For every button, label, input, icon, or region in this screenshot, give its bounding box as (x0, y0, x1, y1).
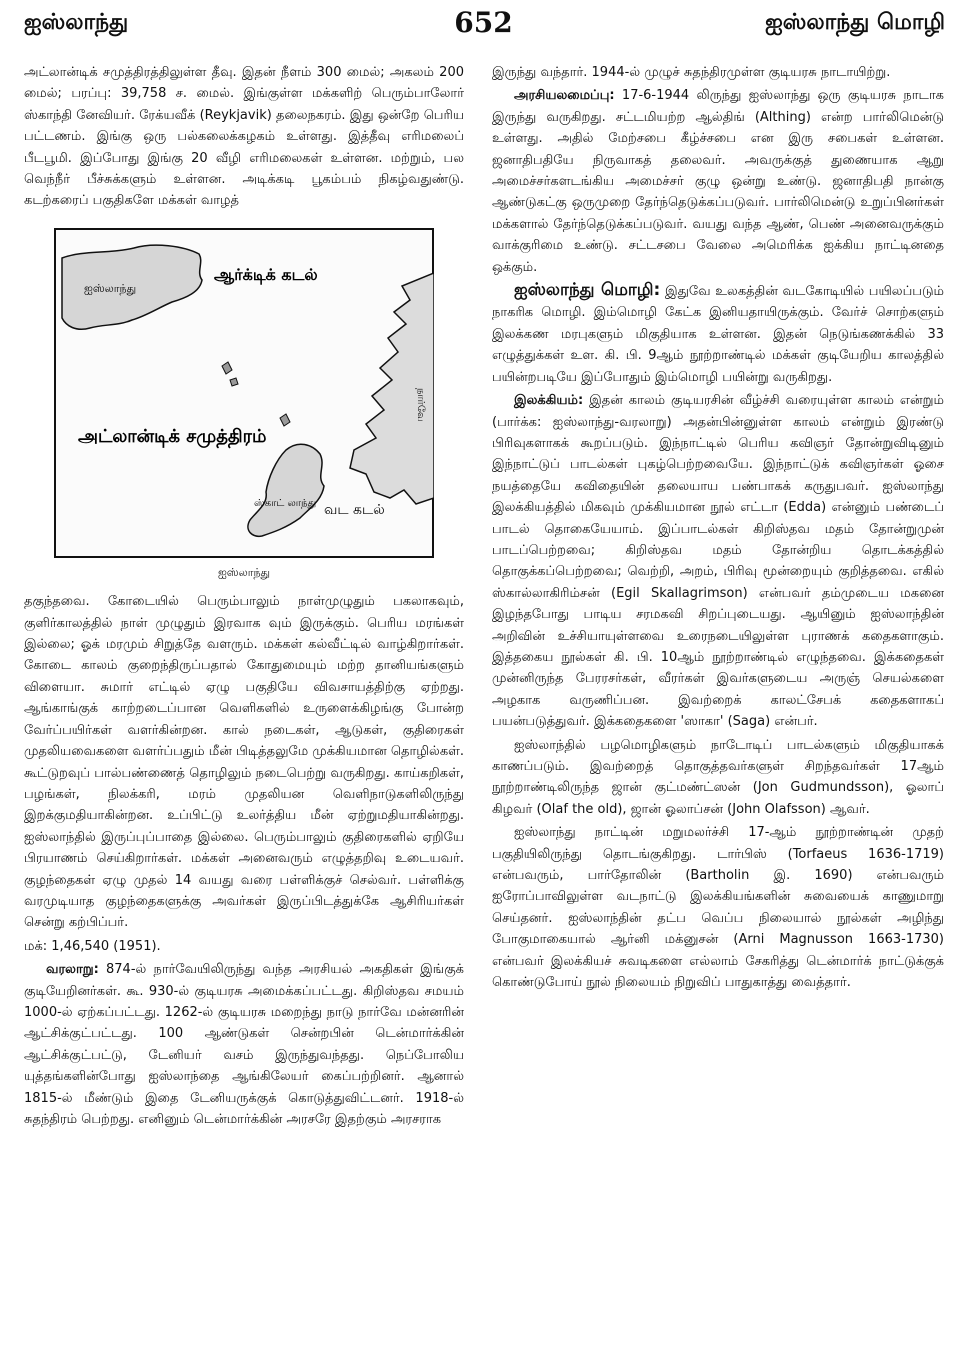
left-column (24, 62, 464, 1132)
map-figure (54, 228, 434, 558)
running-head-right: ஐஸ்லாந்து மொழி (765, 10, 945, 35)
map-caption: ஐஸ்லாந்து (217, 565, 271, 579)
page-header (0, 0, 967, 56)
arctic-sea-label: ஆர்க்டிக் கடல் (214, 264, 318, 284)
iceland-map (54, 228, 434, 558)
running-head-left: ஐஸ்லாந்து (24, 10, 129, 35)
atlantic-ocean-label: அட்லான்டிக் சமுத்திரம் (78, 425, 267, 447)
iceland-label: ஐஸ்லாந்து (84, 281, 137, 295)
climate-economy-paragraph: தகுந்தவை. கோடையில் பெரும்பாலும் நாள்முழுதும் பகலாகவும், குளிர்காலத்தில் நாள் முழுதும் இரவாக வும் இருக்கும். பெரிய மரங்கள் இல்லை; ஓக் மரமும் சிறுத்தே வளரும். மக்கள் கல்வீட்டில் வாழ்கிறார்கள். கோடை காலம் குறைந்திருப்பதால் கோதுமையும் மற்ற தானியங்களும் விளையா. சுமார் எட்டில் ஏழு பகுதியே விவசாயத்திற்கு ஏற்றது. ஆங்காங்குக் காற்றடைப்பான வெளிகளில் உருளைக்கிழங்கு போன்ற வேர்ப்பயிர்கள் வளர்கின்றன. கால் நடைகள், ஆடுகள், குதிரைகள் முதலியவைகளை வளர்ப்பதும் மீன் பிடித்தலுமே முக்கியமான தொழில்கள். கூட்டுறவுப் பால்பண்ணைத் தொழிலும் நடைபெற்று வருகிறது. காய்கறிகள், பழங்கள், நிலக்கரி, மரம் முதலியன வெளிநாடுகளிலிருந்து இறக்குமதியாகின்றன. உப்பிட்டு உலர்த்திய மீன் ஏற்றுமதியாகின்றது. ஐஸ்லாந்தில் இருப்புப்பாதை இல்லை. பெரும்பாலும் குதிரைகளில் ஏறியே பிரயாணம் செய்கிறார்கள். மக்கள் அனைவரும் எழுத்தறிவு உடையவர். குழந்தைகள் ஏழு முதல் 14 வயது வரை பள்ளிக்குச் செல்வர். பள்ளிக்கு வரமுடியாத குழந்தைகளுக்கு அவர்கள் இருப்பிடத்துக்கே ஆசிரியர்கள் சென்று கற்பிப்பர். (24, 594, 464, 931)
constitution-text: 17-6-1944 லிருந்து ஐஸ்லாந்து ஒரு குடியரசு நாடாக இருந்து வருகிறது. சட்டமியற்ற ஆல்திங் (Althing) என்ற பார்லிமென்டு உள்ளது. அதில் மேற்சபை கீழ்ச்சபை என இரு சபைகள் உள்ளன. ஜனாதிபதியே நிருவாகத் தலைவர். அவருக்குத் துணையாக ஆறு அமைச்சர்களடங்கிய அமைச்சர் குழு ஒன்று உண்டு. ஜனாதிபதி நான்கு ஆண்டுகட்கு ஒருமுறை தேர்ந்தெடுக்கப்படுவர். பார்லிமென்டு உறுப்பினர்கள் மக்களால் தேர்ந்தெடுக்கப்படுவர். வயது வந்த ஆண், பெண் அனைவருக்கும் வாக்குரிமை உண்டு. சட்டசபை வேலை அமெரிக்க ஐக்கிய நாட்டினதை ஒக்கும். (492, 88, 944, 275)
history-text: 874-ல் நார்வேயிலிருந்து வந்த அரசியல் அகதிகள் இங்குக் குடியேறினர்கள். கூ. 930-ல் குடியரசு அமைக்கப்பட்டது. கிறிஸ்தவ சமயம் 1000-ல் ஏற்கப்பட்டது. 1262-ல் குடியரசு மறைந்து நாடு நார்வே மன்னரின் ஆட்சிக்குட்பட்டது. 100 ஆண்டுகள் சென்றபின் டென்மார்க்கின் ஆட்சிக்குட்பட்டு, டேனியர் வசம் இருந்துவந்தது. நெப்போலிய யுத்தங்களின்போது ஐஸ்லாந்தை ஆங்கிலேயர் கைப்பற்றினர். ஆனால் 1815-ல் மீண்டும் இதை டேனியருக்குக் கொடுத்துவிட்டனர். 1918-ல் சுதந்திரம் பெற்றது. எனினும் டென்மார்க்கின் அரசரே இதற்கும் அரசராக (24, 962, 464, 1127)
norway-label: நார்வே (415, 387, 426, 422)
history-paragraph (24, 959, 464, 1130)
constitution-paragraph (492, 85, 944, 278)
constitution-heading: அரசியலமைப்பு: (514, 88, 615, 104)
literature-text: இதன் காலம் குடியரசின் வீழ்ச்சி வரையுள்ள காலம் என்றும் (பார்க்க: ஐஸ்லாந்து-வரலாறு) அதன்பின்னுள்ள காலம் என்றும் இரண்டு பிரிவுகளாகக் கூறப்படும். இந்நாட்டில் பெரிய கவிஞர் தோன்றுவிடினும் இந்நாட்டுப் பாடல்கள் புகழ்பெற்றவையே. இந்நாட்டுக் கவிஞர்கள் ஓசை நயத்தையே கவிதையின் தலையாய பண்பாகக் கருதுபவர். ஐஸ்லாந்து இலக்கியத்தில் மிகவும் முக்கியமான நூல் எட்டா (Edda) என்னும் பண்டைப் பாடல் தொகையேயாம். இப்பாடல்கள் கிறிஸ்தவ மதம் தோன்றுமுன் பாடப்பெற்றவை; கிறிஸ்தவ மதம் தோன்றிய தொடக்கத்தில் தொகுக்கப்பெற்றவை; வெற்றி, அறம், பிரிவு மூன்றையும் குறித்தவை. எகில் ஸ்கால்லாகிரிம்சன் (Egil Skallagrimson) என்பவர் தம்முடைய மகனை இழந்தபோது பாடிய சரமகவி சிறப்புடையது. ஆயினும் ஐஸ்லாந்தின் அறிவின் உச்சியாயுள்ளவை உரைநடையிலுள்ள புராணக் கதைகளாகும். இத்தகைய நூல்கள் கி. பி. 10ஆம் நூற்றாண்டில் எழுந்தவை. இக்கதைகள் முன்னிருந்த பேரரசர்கள், வீரர்கள் இவர்களுடைய அருஞ் செயல்களை அழகாக வருணிப்பன. இவற்றைக் காலட்சேபக் கதைகளாகப் பயன்படுத்துவர். இக்கதைகளை 'ஸாகா' (Saga) என்பர். (492, 393, 944, 730)
literature-paragraph (492, 390, 944, 733)
population-line: மக்: 1,46,540 (1951). (24, 938, 161, 954)
intro-paragraph: அட்லான்டிக் சமுத்திரத்திலுள்ள தீவு. இதன் நீளம் 300 மைல்; அகலம் 200 மைல்; பரப்பு: 39,758 ச. மைல். இங்குள்ள மக்களிற் பெரும்பாலோர் ஸ்காந்தி னேவியர். ரேக்யவீக் (Reykjavik) தலைநகரம். இது ஒன்றே பெரிய பட்டணம். இங்கு ஒரு பல்கலைக்கழகம் உள்ளது. இத்தீவு எரிமலைப் பீடபூமி. இப்போது இங்கு 20 வீழி எரிமலைகள் உள்ளன. மற்றும், பல வெந்நீர் பீச்சுக்களும் உள்ளன. அடிக்கடி பூகம்பம் நிகழ்வதுண்டு. கடற்கரைப் பகுதிகளே மக்கள் வாழத் (24, 65, 464, 209)
history-heading: வரலாறு: (46, 962, 99, 978)
revival-paragraph: ஐஸ்லாந்து நாட்டின் மறுமலர்ச்சி 17-ஆம் நூற்றாண்டின் முதற் பகுதியிலிருந்து தொடங்குகிறது. டார்பிஸ் (Torfaeus 1636-1719) என்பவரும், பார்தோலின் (Bartholin இ. 1690) என்பவரும் ஐரோப்பாவிலுள்ள வடநாட்டு இலக்கியங்களின் சுவையைக் காணுமாறு செய்தனர். ஐஸ்லாந்தின் தட்ப வெப்ப நிலையால் நூல்கள் அழிந்து போகுமாகையால் ஆர்னி மக்னுசன் (Arni Magnusson 1663-1730) என்பவர் இலக்கியச் சுவடிகளை எல்லாம் சேகரித்து டென்மார்க் நாட்டுக்குக் கொண்டுபோய் நூல் நிலையம் நிறுவிப் பாதுகாத்து வைத்தார். (492, 825, 944, 991)
scotland-label: ஸ்காட் லாந்து (254, 497, 317, 509)
history-continuation: இருந்து வந்தார். 1944-ல் முழுச் சுதந்திரமுள்ள குடியரசு நாடாயிற்று. (492, 65, 891, 80)
language-text: இதுவே உலகத்தின் வடகோடியில் பயிலப்படும் நாகரிக மொழி. இம்மொழி கேட்க இனியதாயிருக்கும். வேர்ச் சொற்களும் இலக்கண மரபுகளும் மிகுதியாக உள்ளன. இதன் நெடுங்கணக்கில் 33 எழுத்துக்கள் உள. கி. பி. 9ஆம் நூற்றாண்டில் மக்கள் குடியேறிய காலத்தில் பயின்றபடியே இப்போதும் இம்மொழி பயின்று வருகிறது. (492, 284, 945, 385)
north-sea-label: வட கடல் (324, 501, 385, 518)
page-number: 652 (454, 6, 513, 39)
folk-literature-paragraph: ஐஸ்லாந்தில் பழமொழிகளும் நாடோடிப் பாடல்களும் மிகுதியாகக் காணப்படும். இவற்றைத் தொகுத்தவர்களுள் சிறந்தவர்கள் 17ஆம் நூற்றாண்டிலிருந்த ஜான் குட்மண்ட்ஸன் (Jon Gudmundsson), ஓலாப் கிழவர் (Olaf the old), ஜான் ஓலாப்சன் (John Olafsson) ஆவர். (492, 737, 944, 817)
language-paragraph (492, 280, 944, 388)
right-column (492, 62, 944, 995)
language-heading: ஐஸ்லாந்து மொழி: (514, 280, 661, 301)
literature-heading: இலக்கியம்: (514, 393, 584, 409)
